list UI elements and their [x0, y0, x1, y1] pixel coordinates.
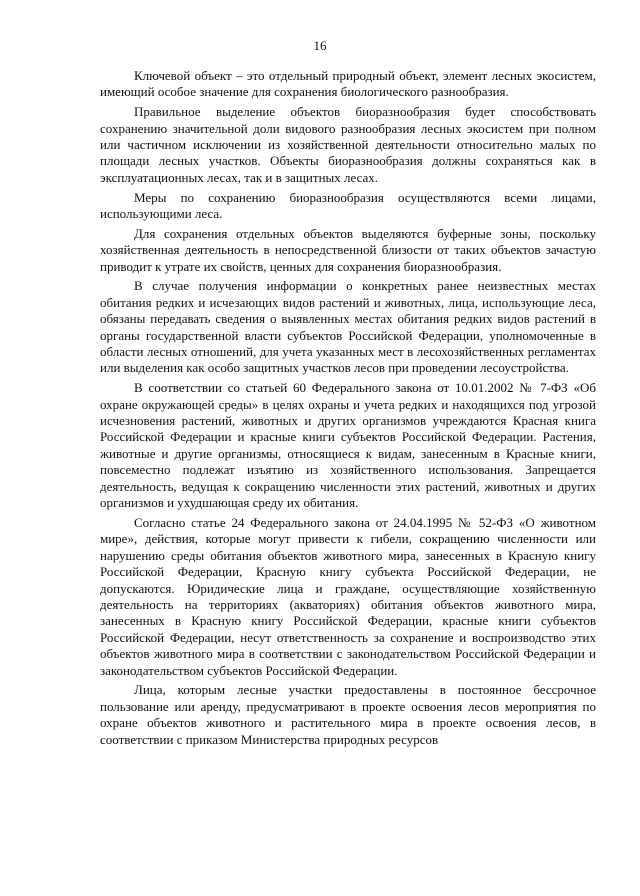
paragraph-buffer-zones: Для сохранения отдельных объектов выделяются буферные зоны, поскольку хозяйственная деятельность в непосредственной близости от таких объектов зачастую приводит к утрате их свойств, ценных для сохранения биоразнообразия. — [100, 225, 596, 274]
paragraph-red-book-law: В соответствии со статьей 60 Федерального закона от 10.01.2002 № 7-ФЗ «Об охране окружающей среды» в целях охраны и учета редких и находящихся под угрозой исчезновения растений, животных и других организмов учреждаются Красная книга Российской Федерации и красные книги субъектов Российской Федерации. Растения, животные и другие организмы, относящиеся к видам, занесенным в Красные книги, повсеместно подлежат изъятию из хозяйственного использования. Запрещается деятельность, ведущая к сокращению численности этих растений, животных и других организмов и ухудшающая среду их обитания. — [100, 380, 596, 511]
page-number: 16 — [313, 38, 327, 53]
paragraph-conservation-measures: Меры по сохранению биоразнообразия осуществляются всеми лицами, использующими леса. — [100, 189, 596, 222]
paragraph-biodiversity-selection: Правильное выделение объектов биоразнообразия будет способствовать сохранению значительной доли видового разнообразия лесных экосистем при полном или частичном исключении из хозяйственной деятельности относительно малых по площади лесных участков. Объекты биоразнообразия должны сохраняться как в эксплуатационных лесах, так и в защитных лесах. — [100, 104, 596, 185]
paragraph-forest-users: Лица, которым лесные участки предоставлены в постоянное бессрочное пользование или аренду, предусматривают в проекте освоения лесов мероприятия по охране объектов животного и растительного мира в проекте освоения лесов, в соответствии с приказом Министерства природных ресурсов — [100, 682, 596, 747]
document-body — [100, 68, 596, 748]
paragraph-habitat-reporting: В случае получения информации о конкретных ранее неизвестных местах обитания редких и исчезающих видов растений и животных, лица, использующие леса, обязаны передавать сведения о выявленных местах обитания редких видов растений в органы государственной власти субъектов Российской Федерации, уполномоченные в области лесных отношений, для учета указанных мест в лесохозяйственных регламентах или выделения как особо защитных участков лесов при проведении лесоустройства. — [100, 278, 596, 376]
paragraph-wildlife-law: Согласно статье 24 Федерального закона от 24.04.1995 № 52-ФЗ «О животном мире», действия, которые могут привести к гибели, сокращению численности или нарушению среды обитания объектов животного мира, занесенных в Красную книгу Российской Федерации, Красную книгу субъекта Российской Федерации, не допускаются. Юридические лица и граждане, осуществляющие хозяйственную деятельность на территориях (акваториях) обитания объектов животного мира, занесенных в Красную книгу Российской Федерации, красные книги субъектов Российской Федерации, несут ответственность за сохранение и воспроизводство этих объектов животного мира в соответствии с законодательством Российской Федерации и законодательством субъектов Российской Федерации. — [100, 514, 596, 678]
paragraph-key-object: Ключевой объект – это отдельный природный объект, элемент лесных экосистем, имеющий особое значение для сохранения биологического разнообразия. — [100, 68, 596, 100]
